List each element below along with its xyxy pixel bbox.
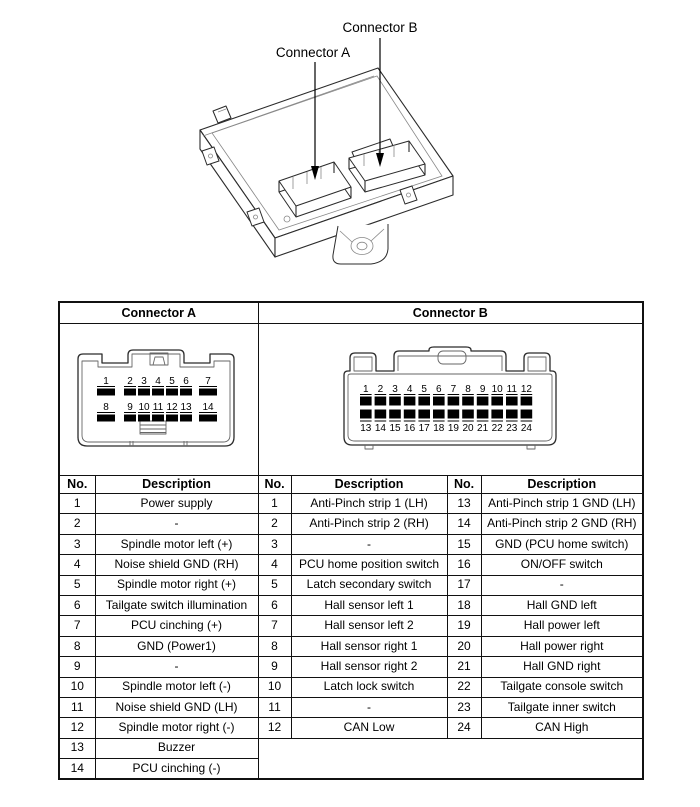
connector-a-latch-detail [153,357,165,365]
pin-slot [433,396,445,405]
connector-diagram-row [59,324,643,476]
col-header-no-a: No. [59,476,95,494]
cell-connector-a-desc-9: - [95,657,258,677]
pin-slot [152,414,164,421]
table-row [59,514,643,534]
cell-connector-b-no-9: 9 [258,657,291,677]
cell-connector-b-no-12: 12 [258,718,291,738]
pin-slot [404,409,416,418]
connector-b-left-lug [354,357,372,371]
connector-a-diagram-cell [59,324,258,476]
column-header-row [59,476,643,494]
pin-slot [180,388,192,395]
pin-slot [521,396,533,405]
cell-connector-b-desc-23: Tailgate inner switch [481,697,643,717]
connector-a-pin-diagram [64,341,254,459]
cell-connector-b-no-13: 13 [447,494,481,514]
pin-slot [199,414,217,421]
cell-connector-b-no-7: 7 [258,616,291,636]
connector-a-key-block [140,421,166,434]
cell-connector-b-desc-16: ON/OFF switch [481,555,643,575]
cell-connector-a-desc-7: PCU cinching (+) [95,616,258,636]
pin-number: 7 [204,375,211,387]
pin-number: 12 [166,401,178,413]
pin-number: 16 [404,422,416,434]
cell-connector-a-desc-12: Spindle motor right (-) [95,718,258,738]
cell-connector-a-desc-13: Buzzer [95,738,258,758]
pin-slot [360,396,372,405]
connector-b-pins [360,384,532,434]
cell-connector-b-no-8: 8 [258,636,291,656]
pin-slot [477,409,489,418]
pin-slot [180,414,192,421]
cell-connector-b-desc-10: Latch lock switch [291,677,447,697]
cell-connector-b-no-3: 3 [258,534,291,554]
section-header-connector-b: Connector B [258,302,643,324]
col-header-no-b1: No. [258,476,291,494]
pin-number: 14 [202,401,214,413]
pin-number: 10 [138,401,150,413]
pin-slot [97,388,115,395]
connector-a-pins [97,376,217,422]
table-row [59,494,643,514]
connector-a-housing-outline [78,350,234,446]
pin-slot [138,414,150,421]
pin-slot [389,396,401,405]
pin-slot [448,396,460,405]
pin-number: 3 [392,383,399,395]
table-row [59,718,643,738]
cell-connector-b-desc-9: Hall sensor right 2 [291,657,447,677]
pinout-table [58,301,644,780]
cell-connector-b-no-15: 15 [447,534,481,554]
cell-connector-a-no-4: 4 [59,555,95,575]
pin-number: 9 [480,383,486,395]
cell-connector-b-no-20: 20 [447,636,481,656]
pin-number: 1 [363,383,369,395]
pin-slot [166,414,178,421]
cell-connector-a-no-11: 11 [59,697,95,717]
cell-connector-a-desc-8: GND (Power1) [95,636,258,656]
cell-connector-b-no-4: 4 [258,555,291,575]
cell-connector-a-no-6: 6 [59,595,95,615]
pin-slot [404,396,416,405]
pin-slot [521,409,533,418]
cell-connector-a-no-3: 3 [59,534,95,554]
pin-number: 10 [491,383,504,395]
pin-slot [375,409,387,418]
table-row [59,555,643,575]
cell-connector-b-desc-8: Hall sensor right 1 [291,636,447,656]
pin-number: 9 [126,401,133,413]
cell-connector-b-desc-18: Hall GND left [481,595,643,615]
cell-connector-b-no-21: 21 [447,657,481,677]
empty-merged-cell [258,738,643,779]
table-row [59,575,643,595]
pin-number: 18 [433,422,445,434]
cell-connector-b-no-17: 17 [447,575,481,595]
pin-number: 13 [360,422,372,434]
col-header-desc-a: Description [95,476,258,494]
pin-number: 4 [154,375,161,387]
table-row [59,534,643,554]
cell-connector-a-no-10: 10 [59,677,95,697]
connector-b-callout-label: Connector B [342,20,418,35]
cell-connector-a-no-14: 14 [59,759,95,780]
cell-connector-a-no-5: 5 [59,575,95,595]
cell-connector-a-desc-3: Spindle motor left (+) [95,534,258,554]
pin-slot [199,388,217,395]
pin-slot [138,388,150,395]
cell-connector-b-desc-2: Anti-Pinch strip 2 (RH) [291,514,447,534]
pin-number: 23 [506,422,518,434]
cell-connector-a-no-7: 7 [59,616,95,636]
table-row [59,616,643,636]
cell-connector-a-desc-4: Noise shield GND (RH) [95,555,258,575]
connector-a-callout-label: Connector A [275,45,351,60]
module-drawing [0,0,700,301]
cell-connector-b-desc-15: GND (PCU home switch) [481,534,643,554]
pin-number: 2 [377,383,384,395]
connector-b-right-lug [528,357,546,371]
pin-slot [152,388,164,395]
pin-slot [477,396,489,405]
pin-number: 19 [448,422,460,434]
cell-connector-b-no-22: 22 [447,677,481,697]
cell-connector-b-no-1: 1 [258,494,291,514]
connector-b-latch [438,351,466,364]
cell-connector-b-desc-17: - [481,575,643,595]
cell-connector-b-desc-21: Hall GND right [481,657,643,677]
cell-connector-b-no-24: 24 [447,718,481,738]
pin-number: 7 [450,383,457,395]
cell-connector-b-no-6: 6 [258,595,291,615]
pin-number: 4 [407,383,413,395]
pin-slot [506,396,518,405]
cell-connector-a-no-13: 13 [59,738,95,758]
section-header-connector-a: Connector A [59,302,258,324]
module-figure [0,0,700,301]
pin-slot [433,409,445,418]
cell-connector-b-desc-4: PCU home position switch [291,555,447,575]
table-row [59,697,643,717]
cell-connector-b-desc-13: Anti-Pinch strip 1 GND (LH) [481,494,643,514]
cell-connector-a-no-1: 1 [59,494,95,514]
pin-number: 2 [126,375,133,387]
pin-slot [389,409,401,418]
connector-b-diagram-cell [258,324,643,476]
bottom-bracket [333,224,388,264]
cell-connector-b-desc-12: CAN Low [291,718,447,738]
pin-number: 21 [477,422,489,434]
pin-slot [419,409,431,418]
cell-connector-a-desc-14: PCU cinching (-) [95,759,258,780]
cell-connector-a-no-12: 12 [59,718,95,738]
col-header-desc-b1: Description [291,476,447,494]
pin-slot [492,396,504,405]
cell-connector-a-desc-11: Noise shield GND (LH) [95,697,258,717]
pin-number: 15 [389,422,401,434]
table-row [59,677,643,697]
pin-slot [166,388,178,395]
pin-slot [124,388,136,395]
pin-number: 13 [180,401,192,413]
cell-connector-a-desc-10: Spindle motor left (-) [95,677,258,697]
cell-connector-b-desc-19: Hall power left [481,616,643,636]
pin-slot [448,409,460,418]
pin-number: 24 [521,422,533,434]
pin-number: 3 [140,375,147,387]
col-header-desc-b2: Description [481,476,643,494]
pin-slot [462,396,474,405]
cell-connector-a-no-2: 2 [59,514,95,534]
cell-connector-b-no-16: 16 [447,555,481,575]
cell-connector-b-no-19: 19 [447,616,481,636]
pin-number: 1 [102,375,109,387]
cell-connector-b-no-23: 23 [447,697,481,717]
cell-connector-b-no-14: 14 [447,514,481,534]
cell-connector-b-desc-3: - [291,534,447,554]
cell-connector-b-no-5: 5 [258,575,291,595]
table-row [59,595,643,615]
pin-slot [124,414,136,421]
pin-number: 20 [462,422,474,434]
cell-connector-b-desc-1: Anti-Pinch strip 1 (LH) [291,494,447,514]
pin-slot [462,409,474,418]
connector-b-pin-diagram [330,341,570,459]
cell-connector-a-desc-6: Tailgate switch illumination [95,595,258,615]
cell-connector-a-no-9: 9 [59,657,95,677]
pin-slot [97,414,115,421]
pin-slot [492,409,504,418]
pin-slot [419,396,431,405]
pin-number: 14 [375,422,387,434]
cell-connector-b-desc-22: Tailgate console switch [481,677,643,697]
pin-number: 6 [436,383,442,395]
cell-connector-b-desc-20: Hall power right [481,636,643,656]
cell-connector-b-no-11: 11 [258,697,291,717]
pin-slot [506,409,518,418]
cell-connector-b-desc-11: - [291,697,447,717]
cell-connector-b-no-18: 18 [447,595,481,615]
connector-a-key-ribs [140,425,166,433]
cell-connector-b-desc-14: Anti-Pinch strip 2 GND (RH) [481,514,643,534]
cell-connector-b-desc-5: Latch secondary switch [291,575,447,595]
connector-a-latch [150,353,168,365]
cell-connector-a-desc-2: - [95,514,258,534]
pin-number: 17 [418,422,431,434]
section-header-row [59,302,643,324]
pin-slot [360,409,372,418]
table-row [59,657,643,677]
pin-number: 5 [421,383,428,395]
pin-number: 5 [168,375,175,387]
pin-number: 6 [182,375,189,387]
cell-connector-a-desc-5: Spindle motor right (+) [95,575,258,595]
pin-number: 8 [102,401,109,413]
cell-connector-b-no-2: 2 [258,514,291,534]
cell-connector-b-desc-7: Hall sensor left 2 [291,616,447,636]
pin-slot [375,396,387,405]
connector-b-platform-inner [398,356,502,371]
table-row [59,636,643,656]
cell-connector-a-desc-1: Power supply [95,494,258,514]
pin-number: 22 [491,422,504,434]
col-header-no-b2: No. [447,476,481,494]
table-row [59,738,643,758]
cell-connector-b-desc-6: Hall sensor left 1 [291,595,447,615]
pin-number: 11 [152,401,163,413]
cell-connector-b-no-10: 10 [258,677,291,697]
cell-connector-a-no-8: 8 [59,636,95,656]
pin-number: 11 [506,383,518,395]
pin-number: 12 [521,383,533,395]
pin-number: 8 [465,383,472,395]
cell-connector-b-desc-24: CAN High [481,718,643,738]
